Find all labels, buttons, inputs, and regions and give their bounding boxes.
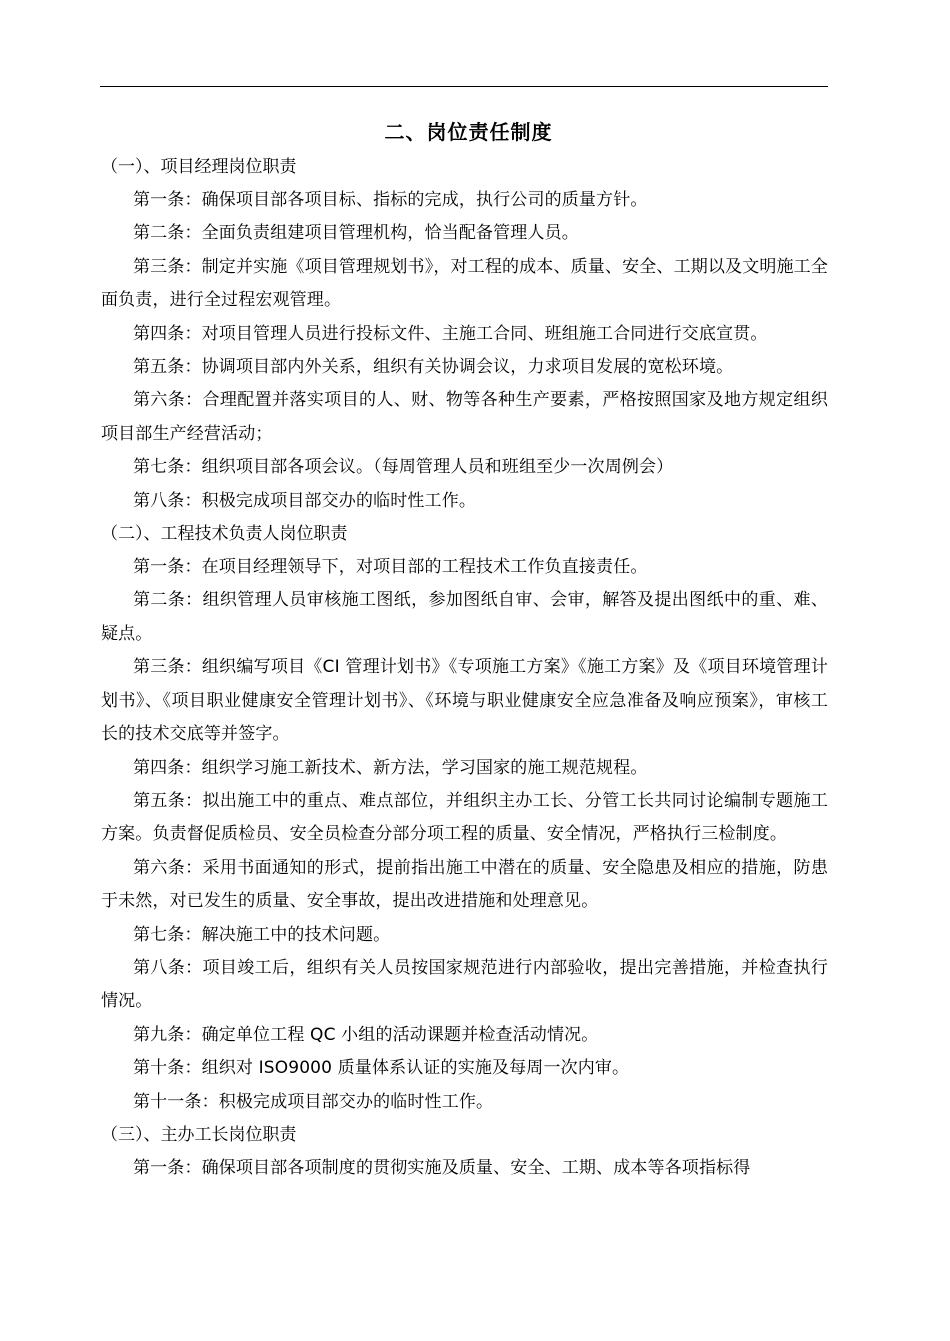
article-paragraph: 第七条：组织项目部各项会议。（每周管理人员和班组至少一次周例会）	[133, 457, 674, 478]
article-paragraph: 第八条：积极完成项目部交办的临时性工作。	[133, 490, 476, 511]
section-2	[101, 518, 828, 1119]
article-paragraph: 第十一条：积极完成项目部交办的临时性工作。	[133, 1091, 494, 1112]
section-1	[101, 151, 828, 518]
article-paragraph: 第四条：组织学习施工新技术、新方法，学习国家的施工规范规程。	[133, 757, 648, 778]
section-heading: （二）、工程技术负责人岗位职责	[101, 524, 348, 545]
article-paragraph: 第七条：解决施工中的技术问题。	[133, 924, 391, 945]
article-paragraph: 第八条：项目竣工后，组织有关人员按国家规范进行内部验收，提出完善措施，并检查执行情况。	[101, 957, 828, 1012]
article-paragraph: 第四条：对项目管理人员进行投标文件、主施工合同、班组施工合同进行交底宣贯。	[133, 323, 768, 344]
article-paragraph: 第二条：组织管理人员审核施工图纸，参加图纸自审、会审，解答及提出图纸中的重、难、疑点。	[101, 590, 828, 644]
article-paragraph: 第三条：制定并实施《项目管理规划书》，对工程的成本、质量、安全、工期以及文明施工全面负责，进行全过程宏观管理。	[101, 256, 828, 311]
header-rule	[100, 86, 828, 87]
article-paragraph: 第一条：确保项目部各项目标、指标的完成，执行公司的质量方针。	[133, 190, 648, 210]
article-paragraph: 第五条：协调项目部内外关系，组织有关协调会议，力求项目发展的宽松环境。	[133, 357, 734, 378]
article-paragraph: 第六条：合理配置并落实项目的人、财、物等各种生产要素，严格按照国家及地方规定组织项目部生产经营活动；	[101, 390, 828, 444]
section-3	[101, 1119, 828, 1185]
article-paragraph: 第三条：组织编写项目《CI 管理计划书》《专项施工方案》《施工方案》及《项目环境管理计划书》、《项目职业健康安全管理计划书》、《环境与职业健康安全应急准备及响应预案》，审核工长的技术交底等并签字。	[101, 657, 828, 745]
article-paragraph: 第一条：在项目经理领导下，对项目部的工程技术工作负直接责任。	[133, 557, 648, 578]
article-paragraph: 第二条：全面负责组建项目管理机构，恰当配备管理人员。	[133, 223, 579, 244]
document-body	[101, 114, 828, 1185]
document-title: 二、岗位责任制度	[384, 120, 553, 144]
article-paragraph: 第一条：确保项目部各项制度的贯彻实施及质量、安全、工期、成本等各项指标得	[133, 1157, 751, 1178]
article-paragraph: 第十条：组织对 ISO9000 质量体系认证的实施及每周一次内审。	[133, 1058, 630, 1079]
section-heading: （一）、项目经理岗位职责	[101, 157, 297, 177]
article-paragraph: 第五条：拟出施工中的重点、难点部位，并组织主办工长、分管工长共同讨论编制专题施工方案。负责督促质检员、安全员检查分部分项工程的质量、安全情况，严格执行三检制度。	[101, 790, 828, 845]
article-paragraph: 第九条：确定单位工程 QC 小组的活动课题并检查活动情况。	[133, 1024, 599, 1045]
article-paragraph: 第六条：采用书面通知的形式，提前指出施工中潜在的质量、安全隐患及相应的措施，防患于未然，对已发生的质量、安全事故，提出改进措施和处理意见。	[101, 857, 828, 912]
section-heading: （三）、主办工长岗位职责	[101, 1124, 297, 1145]
